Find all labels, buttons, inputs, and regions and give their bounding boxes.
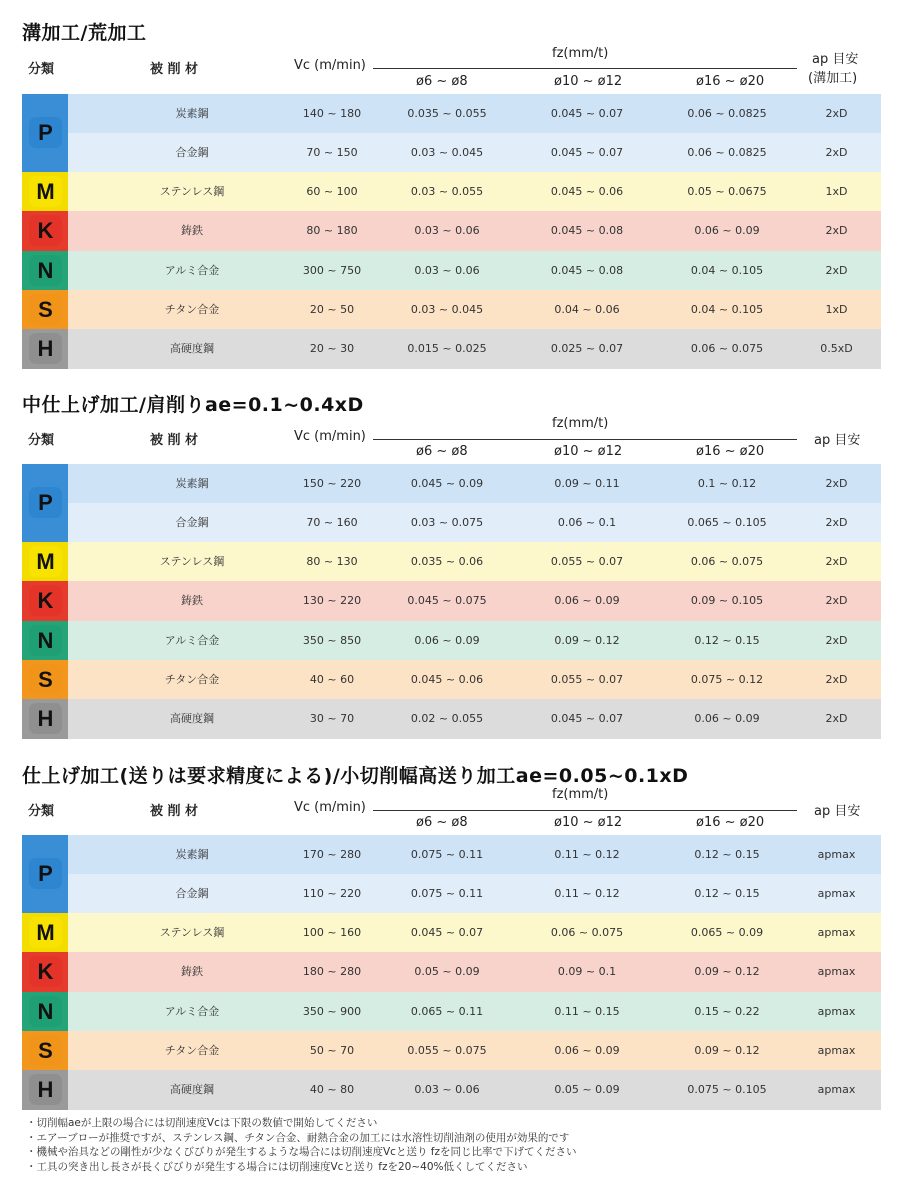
cell-vc: 140 ~ 180 [302,107,362,120]
cell-fz1: 0.045 ~ 0.09 [410,477,484,490]
cell-ap: 1xD [825,303,848,316]
cell-fz3: 0.075 ~ 0.105 [687,1083,767,1096]
cell-ap: apmax [817,926,856,939]
header-category: 分類 [28,433,55,448]
cell-fz3: 0.05 ~ 0.0675 [687,185,767,198]
cell-fz2: 0.045 ~ 0.07 [550,107,624,120]
cell-fz3: 0.1 ~ 0.12 [697,477,757,490]
cell-material: 合金鋼 [175,146,209,159]
cell-vc: 350 ~ 900 [302,1005,362,1018]
cell-vc: 80 ~ 130 [306,555,358,568]
cell-fz3: 0.12 ~ 0.15 [694,634,760,647]
fz-divider [373,439,797,440]
cell-ap: 2xD [825,555,848,568]
iso-s-badge: S [29,664,62,695]
cell-fz2: 0.06 ~ 0.1 [557,516,617,529]
header-category: 分類 [28,804,55,819]
cell-fz2: 0.09 ~ 0.1 [557,965,617,978]
footnote: ・機械や治具などの剛性が少なくびびりが発生するような場合には切削速度Vcと送り fzを同じ比率で下げてください [26,1146,577,1158]
cell-ap: 2xD [825,712,848,725]
cell-vc: 40 ~ 60 [309,673,355,686]
cell-ap: apmax [817,1083,856,1096]
cell-ap: apmax [817,1044,856,1057]
cell-material: チタン合金 [164,673,220,686]
table-row [68,581,881,621]
section-title: 仕上げ加工(送りは要求精度による)/小切削幅高送り加工ae=0.05~0.1xD [22,765,689,787]
cell-fz2: 0.045 ~ 0.08 [550,264,624,277]
iso-p-badge: P [29,858,62,889]
header-fz: fz(mm/t) [552,46,609,61]
table-row [68,660,881,699]
table-row [68,329,881,369]
cell-fz1: 0.035 ~ 0.055 [407,107,487,120]
cell-fz2: 0.04 ~ 0.06 [554,303,620,316]
cell-fz1: 0.055 ~ 0.075 [407,1044,487,1057]
cell-fz2: 0.045 ~ 0.07 [550,146,624,159]
iso-m-badge: M [29,917,62,948]
iso-k-badge: K [29,956,62,987]
cell-ap: apmax [817,965,856,978]
cell-ap: apmax [817,887,856,900]
cell-ap: 2xD [825,477,848,490]
cell-vc: 60 ~ 100 [306,185,358,198]
cell-fz2: 0.05 ~ 0.09 [554,1083,620,1096]
iso-p-badge: P [29,117,62,148]
cell-fz3: 0.06 ~ 0.09 [694,224,760,237]
cell-material: アルミ合金 [164,634,220,647]
cell-vc: 50 ~ 70 [309,1044,355,1057]
cell-vc: 20 ~ 50 [309,303,355,316]
cell-fz2: 0.045 ~ 0.08 [550,224,624,237]
cell-fz2: 0.11 ~ 0.12 [554,887,620,900]
cell-vc: 300 ~ 750 [302,264,362,277]
cell-fz3: 0.09 ~ 0.12 [694,1044,760,1057]
table-row [68,251,881,290]
cell-ap: 2xD [825,264,848,277]
cell-fz3: 0.06 ~ 0.075 [690,342,764,355]
cell-ap: 1xD [825,185,848,198]
cell-vc: 180 ~ 280 [302,965,362,978]
cell-fz1: 0.035 ~ 0.06 [410,555,484,568]
cell-fz2: 0.09 ~ 0.11 [554,477,620,490]
cell-material: 高硬度鋼 [170,1083,214,1096]
footnotes [26,1116,577,1174]
fz-divider [373,68,797,69]
header-d2: ø10 ~ ø12 [554,815,623,830]
iso-s-badge: S [29,294,62,325]
iso-h-badge: H [29,333,62,364]
iso-n-badge: N [29,255,62,286]
header-vc: Vc (m/min) [294,429,366,444]
header-d1: ø6 ~ ø8 [416,444,468,459]
header-material: 被 削 材 [150,804,199,819]
cell-material: ステンレス鋼 [159,926,225,939]
cell-vc: 30 ~ 70 [309,712,355,725]
table-row [68,952,881,992]
header-d1: ø6 ~ ø8 [416,815,468,830]
iso-n-badge: N [29,625,62,656]
header-d3: ø16 ~ ø20 [696,815,765,830]
cell-fz1: 0.045 ~ 0.07 [410,926,484,939]
cell-material: 高硬度鋼 [170,712,214,725]
cell-vc: 70 ~ 150 [306,146,358,159]
cell-material: 鋳鉄 [181,594,203,607]
header-category: 分類 [28,62,55,77]
cell-fz1: 0.03 ~ 0.055 [410,185,484,198]
table-row [68,94,881,133]
cell-fz3: 0.09 ~ 0.12 [694,965,760,978]
cell-material: ステンレス鋼 [159,555,225,568]
cell-fz1: 0.03 ~ 0.075 [410,516,484,529]
cell-fz2: 0.06 ~ 0.09 [554,594,620,607]
cell-fz2: 0.025 ~ 0.07 [550,342,624,355]
iso-k-badge: K [29,585,62,616]
cell-material: 合金鋼 [175,887,209,900]
cell-material: ステンレス鋼 [159,185,225,198]
cell-ap: 2xD [825,224,848,237]
cell-fz3: 0.12 ~ 0.15 [694,887,760,900]
cell-ap: 2xD [825,634,848,647]
cell-material: チタン合金 [164,303,220,316]
cell-fz3: 0.06 ~ 0.075 [690,555,764,568]
cell-fz1: 0.03 ~ 0.045 [410,146,484,159]
cell-fz1: 0.02 ~ 0.055 [410,712,484,725]
cell-vc: 80 ~ 180 [306,224,358,237]
section-semi-finish [0,370,900,750]
cell-fz2: 0.055 ~ 0.07 [550,555,624,568]
table-row [68,172,881,211]
table-row [68,464,881,503]
table-row [68,835,881,874]
cell-fz1: 0.03 ~ 0.06 [414,1083,480,1096]
cell-fz1: 0.03 ~ 0.06 [414,224,480,237]
header-material: 被 削 材 [150,62,199,77]
iso-h-badge: H [29,703,62,734]
cell-fz1: 0.05 ~ 0.09 [414,965,480,978]
footnote: ・切削幅aeが上限の場合には切削速度Vcは下限の数値で開始してください [26,1117,378,1129]
cell-material: 炭素鋼 [175,477,209,490]
cell-fz1: 0.06 ~ 0.09 [414,634,480,647]
cell-fz1: 0.045 ~ 0.06 [410,673,484,686]
cell-fz3: 0.09 ~ 0.105 [690,594,764,607]
table-row [68,1070,881,1110]
cell-fz1: 0.03 ~ 0.045 [410,303,484,316]
header-ap: ap 目安 [814,804,861,819]
fz-divider [373,810,797,811]
cell-fz3: 0.04 ~ 0.105 [690,264,764,277]
cell-fz3: 0.065 ~ 0.09 [690,926,764,939]
header-d1: ø6 ~ ø8 [416,74,468,89]
cell-material: 炭素鋼 [175,848,209,861]
cell-material: チタン合金 [164,1044,220,1057]
cell-vc: 350 ~ 850 [302,634,362,647]
section-title: 溝加工/荒加工 [22,22,147,44]
cell-fz3: 0.12 ~ 0.15 [694,848,760,861]
cell-ap: 0.5xD [820,342,853,355]
cell-ap: apmax [817,1005,856,1018]
cell-fz1: 0.075 ~ 0.11 [410,848,484,861]
cell-fz3: 0.04 ~ 0.105 [690,303,764,316]
footnote: ・工具の突き出し長さが長くびびりが発生する場合には切削速度Vcと送り fzを20~40%低くしてください [26,1160,528,1173]
cell-fz1: 0.015 ~ 0.025 [407,342,487,355]
cell-fz1: 0.075 ~ 0.11 [410,887,484,900]
cell-vc: 100 ~ 160 [302,926,362,939]
cell-vc: 150 ~ 220 [302,477,362,490]
cell-fz3: 0.06 ~ 0.0825 [687,107,767,120]
header-vc: Vc (m/min) [294,58,366,73]
section-title: 中仕上げ加工/肩削りae=0.1~0.4xD [22,394,364,416]
iso-s-badge: S [29,1035,62,1066]
cell-fz3: 0.15 ~ 0.22 [694,1005,760,1018]
cell-fz1: 0.065 ~ 0.11 [410,1005,484,1018]
header-d3: ø16 ~ ø20 [696,444,765,459]
table-row [68,542,881,581]
header-d3: ø16 ~ ø20 [696,74,765,89]
header-material: 被 削 材 [150,433,199,448]
cell-ap: 2xD [825,594,848,607]
cell-material: アルミ合金 [164,264,220,277]
section-finish [0,741,900,1111]
cell-fz2: 0.055 ~ 0.07 [550,673,624,686]
cell-fz3: 0.065 ~ 0.105 [687,516,767,529]
header-ap: ap 目安 [812,52,859,67]
iso-k-badge: K [29,215,62,246]
header-fz: fz(mm/t) [552,416,609,431]
cell-vc: 170 ~ 280 [302,848,362,861]
table-row [68,913,881,952]
cell-vc: 70 ~ 160 [306,516,358,529]
cell-fz2: 0.06 ~ 0.075 [550,926,624,939]
header-d2: ø10 ~ ø12 [554,74,623,89]
iso-p-badge: P [29,487,62,518]
cell-vc: 130 ~ 220 [302,594,362,607]
cell-fz3: 0.075 ~ 0.12 [690,673,764,686]
cell-ap: 2xD [825,673,848,686]
table-row [68,621,881,660]
header-fz: fz(mm/t) [552,787,609,802]
iso-n-badge: N [29,996,62,1027]
table-row [68,290,881,329]
header-vc: Vc (m/min) [294,800,366,815]
cell-fz1: 0.045 ~ 0.075 [407,594,487,607]
cell-vc: 40 ~ 80 [309,1083,355,1096]
cell-fz2: 0.06 ~ 0.09 [554,1044,620,1057]
cell-ap: 2xD [825,146,848,159]
footnote: ・エアーブローが推奨ですが、ステンレス鋼、チタン合金、耐熱合金の加工には水溶性切削油剤の使用が効果的です [26,1131,570,1144]
cell-material: アルミ合金 [164,1005,220,1018]
cell-fz2: 0.09 ~ 0.12 [554,634,620,647]
cell-fz3: 0.06 ~ 0.09 [694,712,760,725]
iso-m-badge: M [29,546,62,577]
table-row [68,992,881,1031]
table-row [68,503,881,542]
header-d2: ø10 ~ ø12 [554,444,623,459]
cell-fz3: 0.06 ~ 0.0825 [687,146,767,159]
cell-vc: 20 ~ 30 [309,342,355,355]
header-ap: ap 目安 [814,433,861,448]
cell-vc: 110 ~ 220 [302,887,362,900]
table-row [68,211,881,251]
section-groove [0,0,900,380]
table-row [68,1031,881,1070]
table-row [68,699,881,739]
cell-ap: 2xD [825,516,848,529]
table-row [68,874,881,913]
iso-m-badge: M [29,176,62,207]
cell-material: 鋳鉄 [181,224,203,237]
table-row [68,133,881,172]
cell-material: 鋳鉄 [181,965,203,978]
cell-fz2: 0.11 ~ 0.12 [554,848,620,861]
cell-material: 合金鋼 [175,516,209,529]
cell-material: 高硬度鋼 [170,342,214,355]
cell-ap: apmax [817,848,856,861]
cell-ap: 2xD [825,107,848,120]
cell-fz1: 0.03 ~ 0.06 [414,264,480,277]
cell-fz2: 0.11 ~ 0.15 [554,1005,620,1018]
cell-fz2: 0.045 ~ 0.07 [550,712,624,725]
cell-material: 炭素鋼 [175,107,209,120]
header-ap-groove: (溝加工) [808,71,858,86]
cell-fz2: 0.045 ~ 0.06 [550,185,624,198]
iso-h-badge: H [29,1074,62,1105]
